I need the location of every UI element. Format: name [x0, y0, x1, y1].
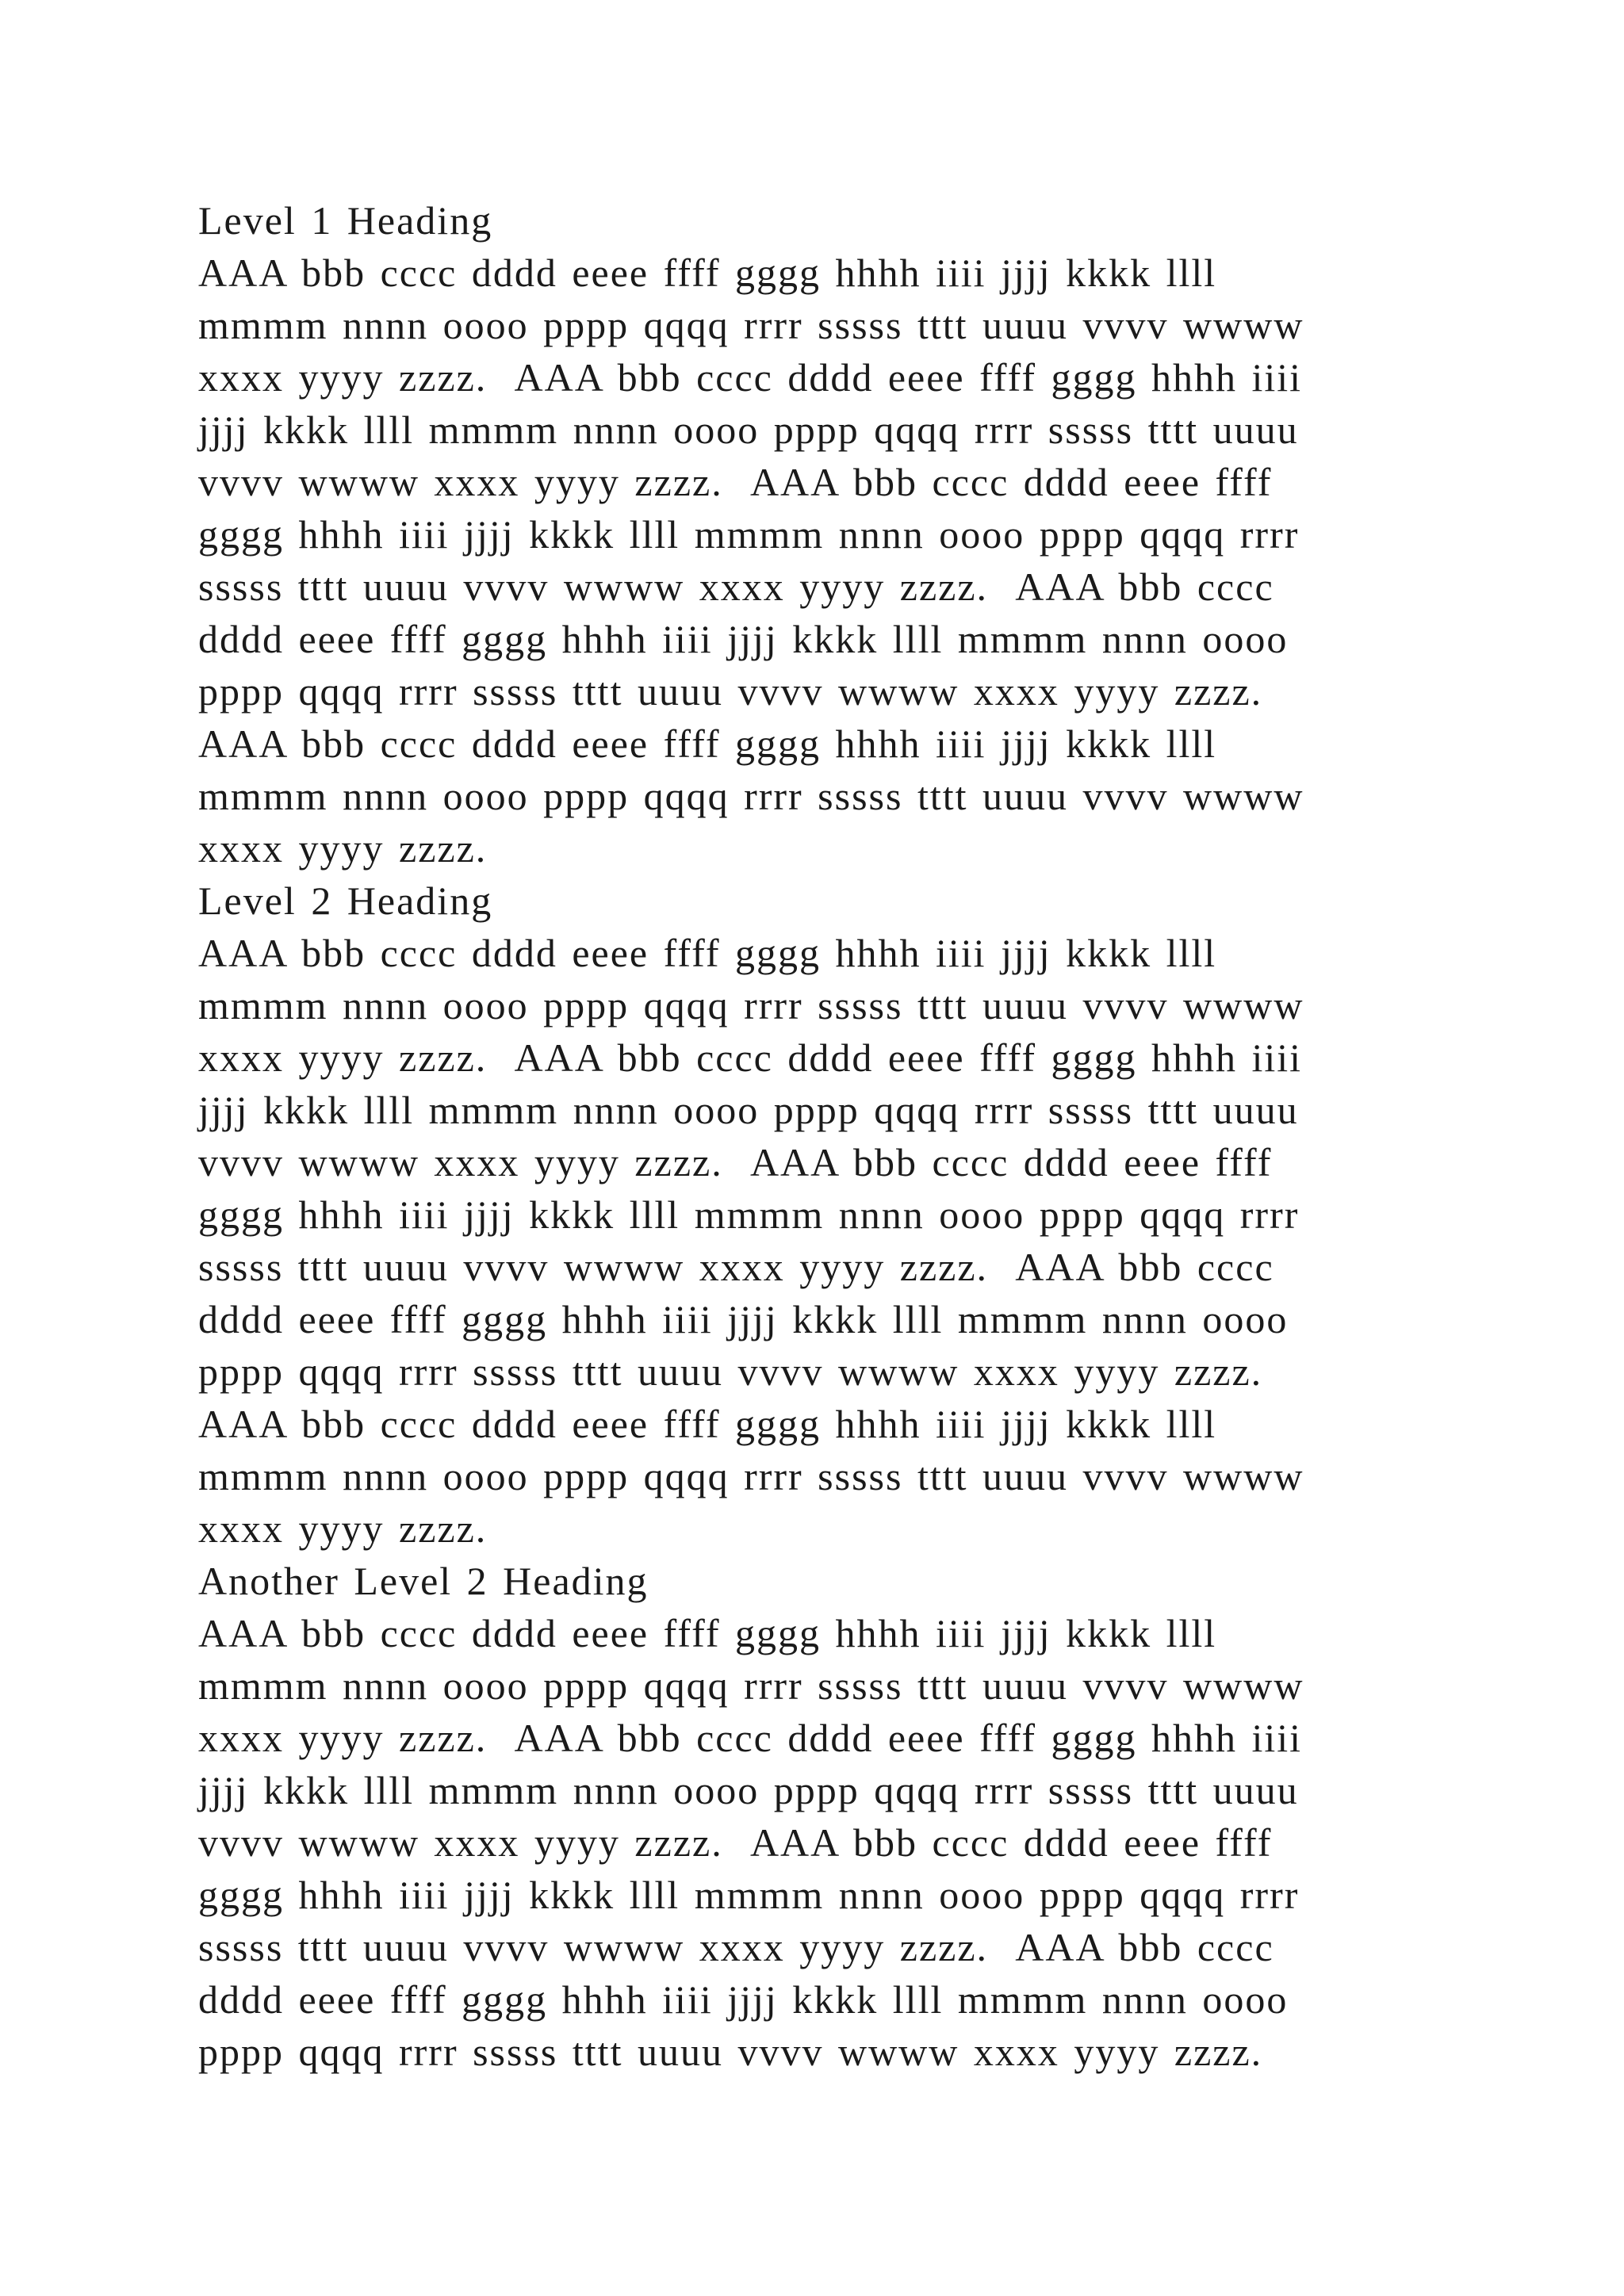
text-line: sssss tttt uuuu vvvv wwww xxxx yyyy zzzz. AAA bbb cccc	[198, 564, 1274, 609]
text-line: xxxx yyyy zzzz.	[198, 826, 488, 871]
another-level-2-heading: Another Level 2 Heading	[198, 1559, 649, 1603]
document-body	[198, 194, 1467, 2078]
level-2-heading: Level 2 Heading	[198, 878, 493, 923]
section-level-1	[198, 194, 1467, 874]
text-line: xxxx yyyy zzzz. AAA bbb cccc dddd eeee ffff gggg hhhh iiii	[198, 355, 1303, 400]
text-line: vvvv wwww xxxx yyyy zzzz. AAA bbb cccc dddd eeee ffff	[198, 460, 1273, 504]
text-line: sssss tttt uuuu vvvv wwww xxxx yyyy zzzz. AAA bbb cccc	[198, 1925, 1274, 1969]
text-line: dddd eeee ffff gggg hhhh iiii jjjj kkkk llll mmmm nnnn oooo	[198, 617, 1289, 661]
text-line: mmmm nnnn oooo pppp qqqq rrrr sssss tttt uuuu vvvv wwww	[198, 1663, 1304, 1708]
text-line: gggg hhhh iiii jjjj kkkk llll mmmm nnnn oooo pppp qqqq rrrr	[198, 1192, 1300, 1237]
text-line: gggg hhhh iiii jjjj kkkk llll mmmm nnnn oooo pppp qqqq rrrr	[198, 512, 1300, 557]
text-line: pppp qqqq rrrr sssss tttt uuuu vvvv wwww xxxx yyyy zzzz.	[198, 1349, 1263, 1394]
text-line: pppp qqqq rrrr sssss tttt uuuu vvvv wwww xxxx yyyy zzzz.	[198, 2030, 1263, 2074]
text-line: vvvv wwww xxxx yyyy zzzz. AAA bbb cccc dddd eeee ffff	[198, 1820, 1273, 1865]
level-1-heading: Level 1 Heading	[198, 198, 493, 243]
text-line: AAA bbb cccc dddd eeee ffff gggg hhhh iiii jjjj kkkk llll	[198, 251, 1217, 295]
text-line: pppp qqqq rrrr sssss tttt uuuu vvvv wwww xxxx yyyy zzzz.	[198, 669, 1263, 714]
text-line: AAA bbb cccc dddd eeee ffff gggg hhhh iiii jjjj kkkk llll	[198, 1402, 1217, 1446]
text-line: dddd eeee ffff gggg hhhh iiii jjjj kkkk llll mmmm nnnn oooo	[198, 1977, 1289, 2022]
text-line: vvvv wwww xxxx yyyy zzzz. AAA bbb cccc dddd eeee ffff	[198, 1140, 1273, 1184]
text-line: mmmm nnnn oooo pppp qqqq rrrr sssss tttt uuuu vvvv wwww	[198, 303, 1304, 347]
text-line: mmmm nnnn oooo pppp qqqq rrrr sssss tttt uuuu vvvv wwww	[198, 983, 1304, 1027]
text-line: xxxx yyyy zzzz.	[198, 1506, 488, 1551]
section-3-paragraph	[198, 1607, 1467, 2078]
text-line: gggg hhhh iiii jjjj kkkk llll mmmm nnnn oooo pppp qqqq rrrr	[198, 1873, 1300, 1917]
text-line: dddd eeee ffff gggg hhhh iiii jjjj kkkk llll mmmm nnnn oooo	[198, 1297, 1289, 1341]
text-line: AAA bbb cccc dddd eeee ffff gggg hhhh iiii jjjj kkkk llll	[198, 1611, 1217, 1655]
text-line: xxxx yyyy zzzz. AAA bbb cccc dddd eeee ffff gggg hhhh iiii	[198, 1716, 1303, 1760]
section-level-2	[198, 874, 1467, 1555]
text-line: AAA bbb cccc dddd eeee ffff gggg hhhh iiii jjjj kkkk llll	[198, 931, 1217, 975]
text-line: mmmm nnnn oooo pppp qqqq rrrr sssss tttt uuuu vvvv wwww	[198, 774, 1304, 818]
text-line: xxxx yyyy zzzz. AAA bbb cccc dddd eeee ffff gggg hhhh iiii	[198, 1035, 1303, 1080]
text-line: mmmm nnnn oooo pppp qqqq rrrr sssss tttt uuuu vvvv wwww	[198, 1454, 1304, 1498]
text-line: sssss tttt uuuu vvvv wwww xxxx yyyy zzzz. AAA bbb cccc	[198, 1245, 1274, 1289]
section-2-paragraph	[198, 927, 1467, 1555]
section-another-level-2	[198, 1555, 1467, 2078]
text-line: jjjj kkkk llll mmmm nnnn oooo pppp qqqq rrrr sssss tttt uuuu	[198, 1088, 1299, 1132]
text-line: jjjj kkkk llll mmmm nnnn oooo pppp qqqq rrrr sssss tttt uuuu	[198, 408, 1299, 452]
section-1-paragraph	[198, 247, 1467, 874]
text-line: AAA bbb cccc dddd eeee ffff gggg hhhh iiii jjjj kkkk llll	[198, 721, 1217, 766]
text-line: jjjj kkkk llll mmmm nnnn oooo pppp qqqq rrrr sssss tttt uuuu	[198, 1768, 1299, 1812]
